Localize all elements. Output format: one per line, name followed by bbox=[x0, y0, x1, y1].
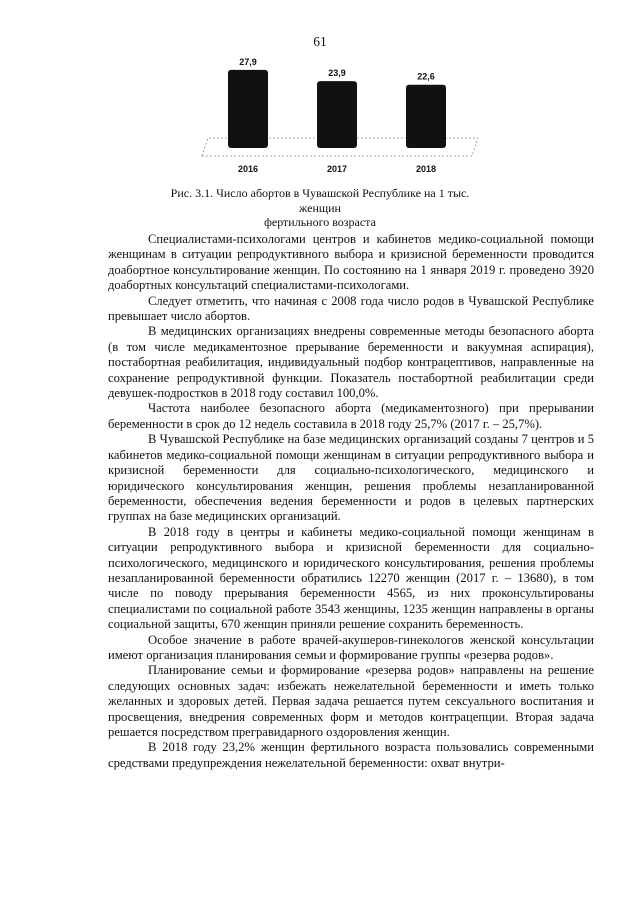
value-label-2017: 23,9 bbox=[328, 68, 346, 79]
paragraph: Планирование семьи и формирование «резерва родов» направлены на решение следующих основных задач: избежать нежелательной беременности и иметь только желанных и здоровых детей. Первая задача решается путем сексуального воспитания и просвещения, внедрения современных форм и методов контрацепции. Вторая задача решается посредством прегравидарного оздоровления женщин. bbox=[108, 663, 594, 739]
category-label-2017: 2017 bbox=[326, 164, 348, 174]
bar-2016 bbox=[228, 70, 268, 148]
abortion-rate-bar-chart bbox=[190, 56, 490, 178]
paragraph: Специалистами-психологами центров и кабинетов медико-социальной помощи женщинам в ситуации репродуктивного выбора и кризисной беременности проводится доабортное консультирование женщин. По состоянию на 1 января 2019 г. проведено 3920 доабортных консультаций специалистами-психологами. bbox=[108, 232, 594, 293]
paragraph: Следует отметить, что начиная с 2008 года число родов в Чувашской Республике превышает число абортов. bbox=[108, 293, 594, 324]
value-label-2016: 27,9 bbox=[239, 56, 257, 67]
paragraph: В Чувашской Республике на базе медицинских организаций созданы 7 центров и 5 кабинетов медико-социальной помощи женщинам в ситуации репродуктивного выбора и кризисной беременности для социально-психологического, медицинского и юридического консультирования женщин, решения проблемы незапланированной беременности, обеспечения ведения беременности и родов в целевых партнерских группах на базе медицинских организаций. bbox=[108, 432, 594, 524]
page-number: 61 bbox=[313, 34, 327, 49]
figure-caption-line-2: фертильного возраста bbox=[264, 215, 376, 229]
paragraph: В 2018 году 23,2% женщин фертильного возраста пользовались современными средствами предупреждения нежелательной беременности: охват внутри- bbox=[108, 740, 594, 770]
value-label-2018: 22,6 bbox=[417, 71, 435, 82]
paragraph: Особое значение в работе врачей-акушеров-гинекологов женской консультации имеют организация планирования семьи и формирование группы «резерва родов». bbox=[108, 632, 594, 662]
bar-2017 bbox=[317, 81, 357, 148]
figure-caption bbox=[150, 186, 490, 230]
paragraph: В медицинских организациях внедрены современные методы безопасного аборта (в том числе медикаментозное прерывание беременности и вакуумная аспирация), постабортная реабилитация, индивидуальный подбор контрацептивов, направленные на сохранение репродуктивной функции. Показатель постабортной реабилитации среди девушек-подростков в 2018 году составил 100,0%. bbox=[108, 324, 594, 401]
paragraph: Частота наиболее безопасного аборта (медикаментозного) при прерывании беременности в срок до 12 недель составила в 2018 году 25,7% (2017 г. – 25,7%). bbox=[108, 401, 594, 431]
figure-caption-line-1: Рис. 3.1. Число абортов в Чувашской Республике на 1 тыс. женщин bbox=[170, 186, 470, 215]
category-label-2016: 2016 bbox=[237, 164, 259, 174]
category-label-2018: 2018 bbox=[415, 164, 437, 174]
paragraph: В 2018 году в центры и кабинеты медико-социальной помощи женщинам в ситуации репродуктивного выбора и кризисной беременности для социально-психологического, медицинского и юридического консультирования, решения проблемы незапланированной беременности обратились 12270 женщин (2017 г. – 13680), в том числе по поводу прерывания беременности 4565, из них проконсультированы специалистами по социальной работе 3543 женщины, 1235 женщин направлены в органы социальной защиты, 670 женщин приняли решение сохранить беременность. bbox=[108, 524, 594, 632]
body-text bbox=[108, 232, 594, 771]
bar-2018 bbox=[406, 85, 446, 148]
